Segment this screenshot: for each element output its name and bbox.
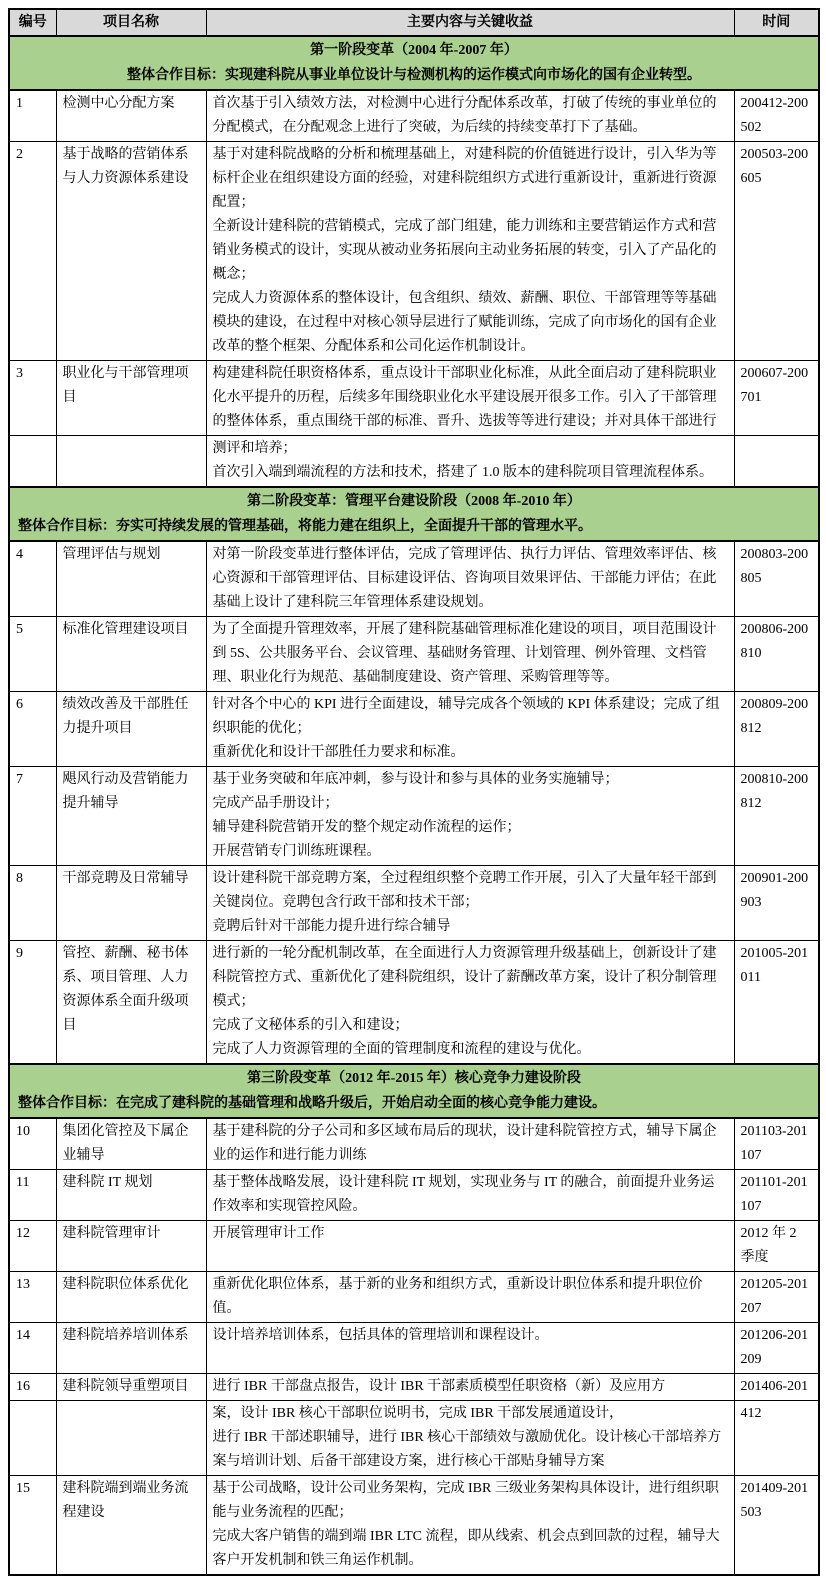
table-row xyxy=(9,1476,819,1576)
content-paragraph: 全新设计建科院的营销模式，完成了部门组建，能力训练和主要营销运作方式和营销业务模式的设计，实现从被动业务拓展向主动业务拓展的转变，引入了产品化的概念； xyxy=(212,219,717,282)
time-cell: 2012 年 2 季度 xyxy=(734,1221,819,1272)
content-cell xyxy=(206,692,734,767)
content-cell xyxy=(206,1401,734,1476)
table-body xyxy=(9,36,819,1575)
project-name-cell: 建科院 IT 规划 xyxy=(56,1170,206,1221)
content-paragraph: 测评和培养； xyxy=(212,441,297,456)
content-paragraph: 完成人力资源体系的整体设计，包含组织、绩效、薪酬、职位、干部管理等等基础模块的建设，在过程中对核心领导层进行了赋能训练，完成了向市场化的国有企业改革的整个框架、分配体系和公司化运作机制设计。 xyxy=(212,291,717,354)
section-header-cell xyxy=(9,487,819,541)
content-paragraph: 开展管理审计工作 xyxy=(212,1226,325,1241)
table-row xyxy=(9,617,819,692)
time-cell: 201101-201107 xyxy=(734,1170,819,1221)
content-paragraph: 案，设计 IBR 核心干部职位说明书，完成 IBR 干部发展通道设计， xyxy=(212,1406,624,1421)
section-title: 第一阶段变革（2004 年-2007 年） xyxy=(310,43,518,58)
row-id-cell: 14 xyxy=(9,1323,56,1374)
row-id-cell: 10 xyxy=(9,1118,56,1170)
row-id-cell: 16 xyxy=(9,1374,56,1401)
column-header-time: 时间 xyxy=(734,9,819,36)
content-cell xyxy=(206,436,734,488)
column-header-id: 编号 xyxy=(9,9,56,36)
section-title: 第三阶段变革（2012 年-2015 年）核心竞争力建设阶段 xyxy=(247,1071,581,1086)
project-name-cell: 标准化管理建设项目 xyxy=(56,617,206,692)
table-row xyxy=(9,541,819,617)
content-paragraph: 基于业务突破和年底冲刺，参与设计和参与具体的业务实施辅导； xyxy=(212,772,619,787)
content-paragraph: 完成产品手册设计； xyxy=(212,796,339,811)
content-paragraph: 完成了文秘体系的引入和建设； xyxy=(212,1018,409,1033)
content-cell xyxy=(206,1323,734,1374)
column-header-content: 主要内容与关键收益 xyxy=(206,9,734,36)
content-cell xyxy=(206,541,734,617)
content-paragraph: 构建建科院任职资格体系，重点设计干部职业化标准，从此全面启动了建科院职业化水平提升的历程，后续多年围绕职业化水平建设展开很多工作。引入了干部管理的整体体系，重点围绕干部的标准、晋升、选拔等等进行建设；并对具体干部进行 xyxy=(212,366,717,429)
project-name-cell: 建科院培养培训体系 xyxy=(56,1323,206,1374)
content-paragraph: 重新优化和设计干部胜任力要求和标准。 xyxy=(212,745,465,760)
content-cell xyxy=(206,617,734,692)
content-cell xyxy=(206,1272,734,1323)
content-paragraph: 进行 IBR 干部述职辅导，进行 IBR 核心干部绩效与激励优化。设计核心干部培养方案与培训计划、后备干部建设方案，进行核心干部贴身辅导方案 xyxy=(212,1430,722,1469)
project-name-cell: 建科院领导重塑项目 xyxy=(56,1374,206,1401)
content-paragraph: 进行新的一轮分配机制改革，在全面进行人力资源管理升级基础上，创新设计了建科院管控方式、重新优化了建科院组织，设计了薪酬改革方案，设计了积分制管理模式； xyxy=(212,946,717,1009)
time-cell: 200803-200805 xyxy=(734,541,819,617)
row-id-cell: 7 xyxy=(9,767,56,866)
content-cell xyxy=(206,1476,734,1576)
content-cell xyxy=(206,941,734,1065)
time-cell: 200810-200812 xyxy=(734,767,819,866)
content-paragraph: 首次引入端到端流程的方法和技术，搭建了 1.0 版本的建科院项目管理流程体系。 xyxy=(212,465,713,480)
section-title: 第二阶段变革：管理平台建设阶段（2008 年-2010 年） xyxy=(247,494,581,509)
project-name-cell xyxy=(56,1401,206,1476)
row-id-cell: 12 xyxy=(9,1221,56,1272)
content-cell xyxy=(206,866,734,941)
table-row xyxy=(9,1323,819,1374)
section-header-cell xyxy=(9,1064,819,1118)
time-cell: 201005-201011 xyxy=(734,941,819,1065)
content-paragraph: 基于建科院的分子公司和多区域布局后的现状，设计建科院管控方式，辅导下属企业的运作和进行能力训练 xyxy=(212,1124,717,1163)
project-name-cell: 管控、薪酬、秘书体系、项目管理、人力资源体系全面升级项目 xyxy=(56,941,206,1065)
section-goal: 整体合作目标：实现建科院从事业单位设计与检测机构的运作模式向市场化的国有企业转型。 xyxy=(127,68,701,83)
content-paragraph: 重新优化职位体系，基于新的业务和组织方式，重新设计职位体系和提升职位价值。 xyxy=(212,1277,703,1316)
project-name-cell: 检测中心分配方案 xyxy=(56,90,206,142)
row-id-cell: 8 xyxy=(9,866,56,941)
project-name-cell: 集团化管控及下属企业辅导 xyxy=(56,1118,206,1170)
content-cell xyxy=(206,90,734,142)
table-row xyxy=(9,1221,819,1272)
project-name-cell: 职业化与干部管理项目 xyxy=(56,361,206,436)
content-paragraph: 辅导建科院营销开发的整个规定动作流程的运作； xyxy=(212,820,521,835)
time-cell xyxy=(734,436,819,488)
section-goal: 整体合作目标：夯实可持续发展的管理基础，将能力建在组织上，全面提升干部的管理水平。 xyxy=(18,519,592,534)
row-id-cell: 6 xyxy=(9,692,56,767)
row-id-cell: 11 xyxy=(9,1170,56,1221)
time-cell: 201409-201503 xyxy=(734,1476,819,1576)
content-paragraph: 完成大客户销售的端到端 IBR LTC 流程，即从线索、机会点到回款的过程，辅导大客户开发机制和铁三角运作机制。 xyxy=(212,1529,720,1568)
content-paragraph: 基于对建科院战略的分析和梳理基础上，对建科院的价值链进行设计，引入华为等标杆企业在组织建设方面的经验，对建科院组织方式进行重新设计，重新进行资源配置； xyxy=(212,147,717,210)
table-row xyxy=(9,767,819,866)
project-name-cell: 建科院端到端业务流程建设 xyxy=(56,1476,206,1576)
row-id-cell: 1 xyxy=(9,90,56,142)
project-name-cell: 建科院管理审计 xyxy=(56,1221,206,1272)
time-cell: 200412-200502 xyxy=(734,90,819,142)
content-cell xyxy=(206,142,734,361)
content-cell xyxy=(206,361,734,436)
section-header-cell xyxy=(9,36,819,90)
table-row xyxy=(9,1401,819,1476)
table-row xyxy=(9,866,819,941)
content-paragraph: 进行 IBR 干部盘点报告，设计 IBR 干部素质模型任职资格（新）及应用方 xyxy=(212,1379,666,1394)
table-row xyxy=(9,941,819,1065)
project-name-cell: 飓风行动及营销能力提升辅导 xyxy=(56,767,206,866)
content-cell xyxy=(206,1221,734,1272)
time-cell: 200901-200903 xyxy=(734,866,819,941)
row-id-cell xyxy=(9,1401,56,1476)
table-row xyxy=(9,436,819,488)
content-paragraph: 针对各个中心的 KPI 进行全面建设，辅导完成各个领域的 KPI 体系建设；完成了组织职能的优化； xyxy=(212,697,720,736)
project-name-cell: 绩效改善及干部胜任力提升项目 xyxy=(56,692,206,767)
table-row xyxy=(9,142,819,361)
row-id-cell: 3 xyxy=(9,361,56,436)
content-paragraph: 开展营销专门训练班课程。 xyxy=(212,844,381,859)
time-cell: 201206-201209 xyxy=(734,1323,819,1374)
content-cell xyxy=(206,1170,734,1221)
column-header-project-name: 项目名称 xyxy=(56,9,206,36)
project-name-cell xyxy=(56,436,206,488)
time-cell: 201103-201107 xyxy=(734,1118,819,1170)
row-id-cell: 5 xyxy=(9,617,56,692)
row-id-cell: 2 xyxy=(9,142,56,361)
time-cell: 412 xyxy=(734,1401,819,1476)
content-paragraph: 基于公司战略，设计公司业务架构，完成 IBR 三级业务架构具体设计，进行组织职能与业务流程的匹配； xyxy=(212,1481,719,1520)
row-id-cell xyxy=(9,436,56,488)
section-header-row xyxy=(9,487,819,541)
content-paragraph: 基于整体战略发展，设计建科院 IT 规划，实现业务与 IT 的融合，前面提升业务运作效率和实现管控风险。 xyxy=(212,1175,715,1214)
row-id-cell: 9 xyxy=(9,941,56,1065)
time-cell: 200607-200701 xyxy=(734,361,819,436)
content-paragraph: 竞聘后针对干部能力提升进行综合辅导 xyxy=(212,919,451,934)
row-id-cell: 4 xyxy=(9,541,56,617)
content-cell xyxy=(206,1374,734,1401)
content-paragraph: 首次基于引入绩效方法，对检测中心进行分配体系改革，打破了传统的事业单位的分配模式，在分配观念上进行了突破，为后续的持续变革打下了基础。 xyxy=(212,96,717,135)
table-row xyxy=(9,1272,819,1323)
table-header-row xyxy=(9,9,819,36)
time-cell: 200809-200812 xyxy=(734,692,819,767)
project-name-cell: 干部竞聘及日常辅导 xyxy=(56,866,206,941)
content-paragraph: 完成了人力资源管理的全面的管理制度和流程的建设与优化。 xyxy=(212,1042,591,1057)
row-id-cell: 15 xyxy=(9,1476,56,1576)
time-cell: 200503-200605 xyxy=(734,142,819,361)
content-paragraph: 设计建科院干部竞聘方案，全过程组织整个竞聘工作开展，引入了大量年轻干部到关键岗位。竞聘包含行政干部和技术干部； xyxy=(212,871,717,910)
time-cell: 201205-201207 xyxy=(734,1272,819,1323)
table-row xyxy=(9,1374,819,1401)
table-row xyxy=(9,692,819,767)
table-row xyxy=(9,1118,819,1170)
content-cell xyxy=(206,1118,734,1170)
project-name-cell: 基于战略的营销体系与人力资源体系建设 xyxy=(56,142,206,361)
row-id-cell: 13 xyxy=(9,1272,56,1323)
section-header-row xyxy=(9,1064,819,1118)
section-header-row xyxy=(9,36,819,90)
time-cell: 201406-201 xyxy=(734,1374,819,1401)
project-table xyxy=(8,8,820,1576)
table-row xyxy=(9,90,819,142)
content-paragraph: 为了全面提升管理效率，开展了建科院基础管理标准化建设的项目，项目范围设计到 5S、公共服务平台、会议管理、基础财务管理、计划管理、例外管理、文档管理、职业化行为规范、基础制度建设、资产管理、采购管理等等。 xyxy=(212,622,717,685)
table-row xyxy=(9,361,819,436)
section-goal: 整体合作目标：在完成了建科院的基础管理和战略升级后，开始启动全面的核心竞争能力建设。 xyxy=(18,1096,606,1111)
content-paragraph: 设计培养培训体系，包括具体的管理培训和课程设计。 xyxy=(212,1328,549,1343)
content-cell xyxy=(206,767,734,866)
project-name-cell: 建科院职位体系优化 xyxy=(56,1272,206,1323)
project-name-cell: 管理评估与规划 xyxy=(56,541,206,617)
time-cell: 200806-200810 xyxy=(734,617,819,692)
content-paragraph: 对第一阶段变革进行整体评估，完成了管理评估、执行力评估、管理效率评估、核心资源和干部管理评估、目标建设评估、咨询项目效果评估、干部能力评估；在此基础上设计了建科院三年管理体系建设规划。 xyxy=(212,547,717,610)
table-row xyxy=(9,1170,819,1221)
